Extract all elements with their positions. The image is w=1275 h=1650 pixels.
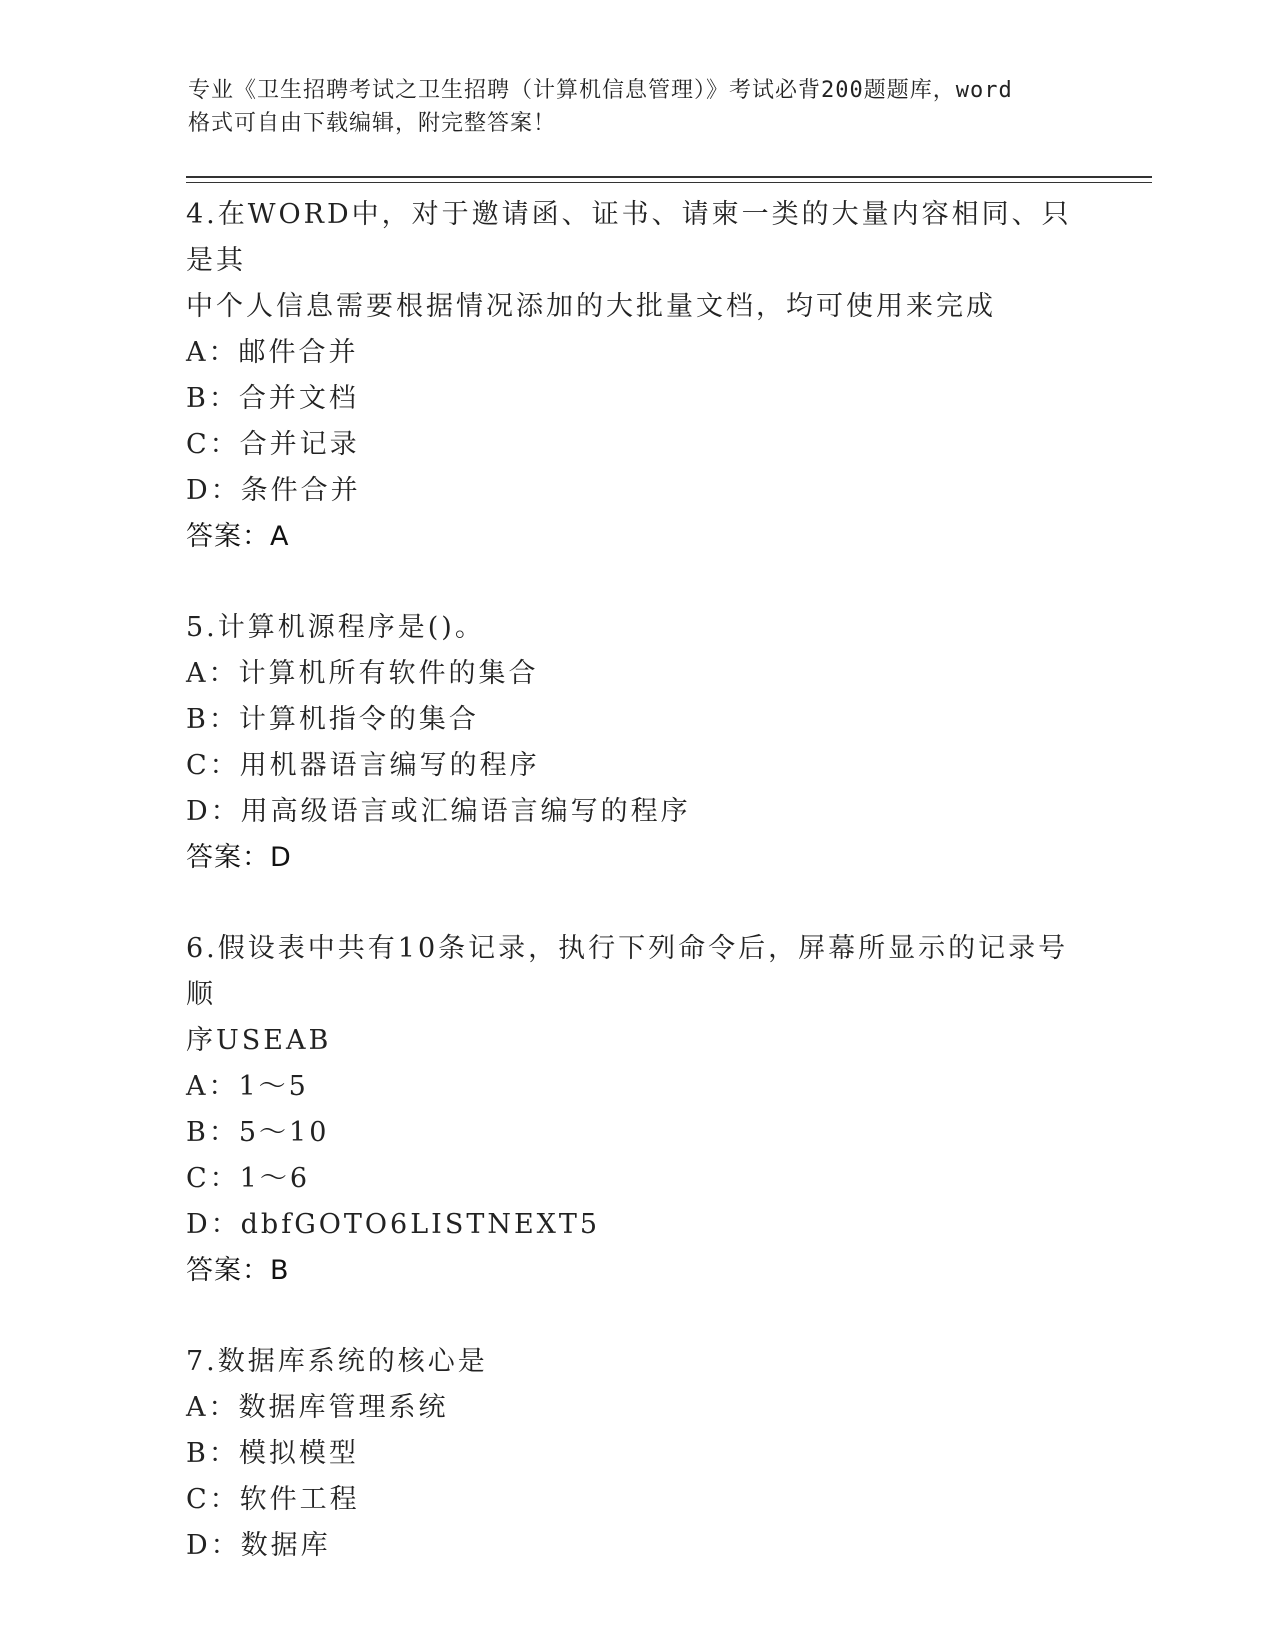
question-title-line: 5.计算机源程序是()。	[186, 612, 485, 643]
header-line-1: 专业《卫生招聘考试之卫生招聘（计算机信息管理）》考试必背200题题库，word	[188, 78, 1013, 103]
question-7	[186, 1339, 1086, 1569]
question-4	[186, 192, 1086, 560]
question-title-line: 4.在WORD中，对于邀请函、证书、请柬一类的大量内容相同、只是其	[186, 199, 1072, 276]
option-b: B：模拟模型	[186, 1438, 359, 1469]
option-a: A：计算机所有软件的集合	[186, 658, 539, 689]
option-c: C：软件工程	[186, 1484, 360, 1515]
question-5	[186, 605, 1086, 881]
header-line-2: 格式可自由下载编辑，附完整答案！	[188, 111, 557, 136]
answer-line: 答案：D	[186, 842, 292, 873]
option-a: A：1～5	[186, 1071, 309, 1102]
option-d: D：条件合并	[186, 475, 361, 506]
question-6	[186, 926, 1086, 1294]
option-c: C：1～6	[186, 1163, 311, 1194]
answer-line: 答案：A	[186, 521, 290, 552]
question-title-line: 序USEAB	[186, 1025, 332, 1056]
document-header	[188, 74, 1088, 140]
option-c: C：用机器语言编写的程序	[186, 750, 540, 781]
option-d: D：用高级语言或汇编语言编写的程序	[186, 796, 691, 827]
question-title-line: 6.假设表中共有10条记录，执行下列命令后，屏幕所显示的记录号顺	[186, 933, 1069, 1010]
option-a: A：数据库管理系统	[186, 1392, 449, 1423]
question-title-line: 中个人信息需要根据情况添加的大批量文档，均可使用来完成	[186, 291, 996, 322]
header-divider-thin	[186, 182, 1152, 183]
question-title-line: 7.数据库系统的核心是	[186, 1346, 488, 1377]
option-d: D：数据库	[186, 1530, 331, 1561]
option-b: B：合并文档	[186, 383, 359, 414]
option-a: A：邮件合并	[186, 337, 359, 368]
option-b: B：5～10	[186, 1117, 330, 1148]
option-b: B：计算机指令的集合	[186, 704, 479, 735]
option-c: C：合并记录	[186, 429, 360, 460]
question-list	[186, 192, 1086, 1614]
header-divider-thick	[186, 176, 1152, 178]
option-d: D：dbfGOTO6LISTNEXT5	[186, 1209, 601, 1240]
answer-line: 答案：B	[186, 1255, 290, 1286]
